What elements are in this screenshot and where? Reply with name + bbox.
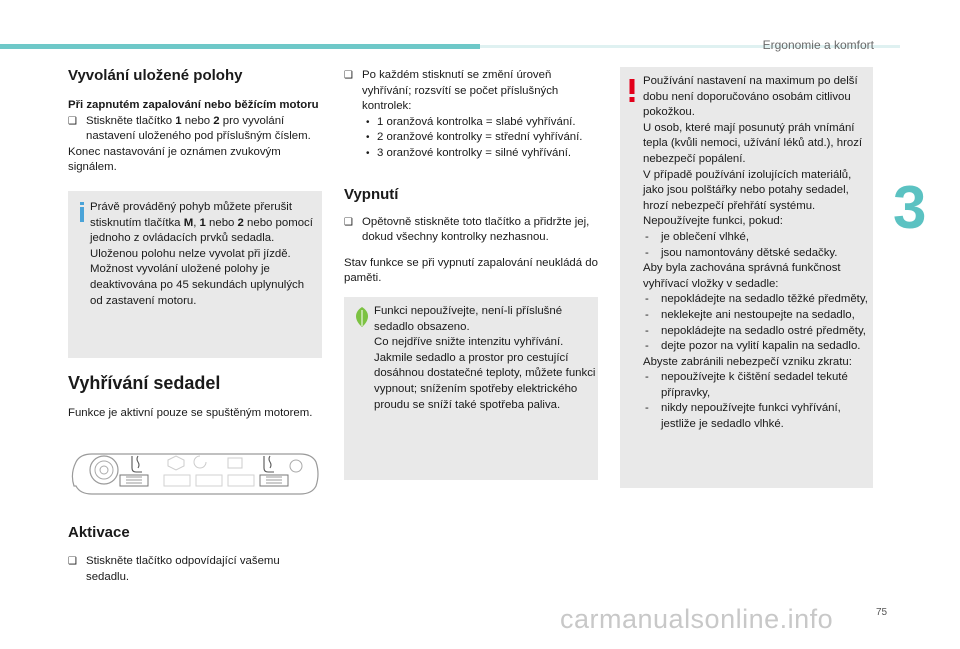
page-number: 75: [876, 607, 888, 618]
level-item: • 3 oranžové kontrolky = silné vyhřívání.: [366, 146, 572, 159]
section-header: Ergonomie a komfort: [762, 38, 874, 52]
warning-text-3: V případě používání izolujících materiálů, jako jsou polštářky nebo potahy sedadel, hrozí nebezpečí přehřátí systému.: [643, 168, 852, 212]
info-box: [68, 191, 322, 358]
info-text-3: Možnost vyvolání uložené polohy je deaktivována po 45 sekundách uplynulých od zastavení motoru.: [90, 263, 305, 307]
seat-heating-panel-illustration: [68, 448, 322, 500]
column-middle: [344, 68, 600, 287]
eco-leaf-icon: [352, 306, 372, 328]
bullet-icon: ❑: [68, 556, 77, 567]
heading-switch-off: Vypnutí: [344, 185, 399, 203]
off-bullet: ❑ Opětovně stiskněte toto tlačítko a přidržte jej, dokud všechny kontrolky nezhasnou.: [344, 215, 590, 244]
warning-list-item: - nepokládejte na sedadlo ostré předměty,: [645, 324, 866, 337]
eco-text-1: Funkci nepoužívejte, není-li příslušné sedadlo obsazeno.: [374, 305, 563, 333]
heat-text: Funkce je aktivní pouze se spuštěným motorem.: [68, 407, 313, 419]
column-left-activation: [68, 524, 324, 585]
activation-bullet: ❑ Stiskněte tlačítko odpovídající vašemu sedadlu.: [68, 555, 280, 583]
column-left: [68, 67, 324, 176]
off-note: Stav funkce se při vypnutí zapalování neukládá do paměti.: [344, 256, 598, 285]
column-left-lower: [68, 372, 324, 422]
warning-list-item: - neklekejte ani nestoupejte na sedadlo,: [645, 308, 855, 321]
bullet-icon: ❑: [344, 70, 353, 81]
heading-recall-position: Vyvolání uložené polohy: [68, 67, 243, 84]
eco-box: [344, 297, 598, 480]
info-text-1: Právě prováděný pohyb můžete přerušit stisknutím tlačítka M, 1 nebo 2 nebo pomocí jednoho z ovládacích prvků sedadla.: [90, 201, 313, 245]
heading-seat-heating: Vyhřívání sedadel: [68, 373, 221, 393]
warning-exclamation-icon: [628, 79, 636, 103]
info-text-2: Uloženou polohu nelze vyvolat při jízdě.: [90, 247, 291, 260]
level-item: • 1 oranžová kontrolka = slabé vyhřívání.: [366, 115, 576, 128]
recall-end-text: Konec nastavování je oznámen zvukovým signálem.: [68, 145, 281, 174]
warning-text-2: U osob, které mají posunutý práh vnímání tepla (kvůli nemoci, užívání léků atd.), hrozí nebezpečí popálení.: [643, 121, 863, 165]
warning-text-4: Nepoužívejte funkci, pokud:: [643, 215, 783, 228]
recall-subheading: Při zapnutém zapalování nebo běžícím motoru: [68, 99, 319, 111]
bullet-icon: ❑: [68, 115, 77, 127]
info-icon: [78, 202, 86, 222]
warning-text-6: Abyste zabránili nebezpečí vzniku zkratu:: [643, 355, 852, 368]
eco-text-3: Jakmile sedadlo a prostor pro cestující dosáhnou dostatečné teploty, můžete funkci vypnout; snížením spotřeby elektrického proudu se sníží také spotřeba paliva.: [374, 351, 596, 411]
watermark: carmanualsonline.info: [560, 604, 834, 634]
warning-list-item: - nikdy nepoužívejte funkci vyhřívání, jestliže je sedadlo vlhké.: [645, 402, 841, 431]
header-accent-bar: [0, 44, 480, 49]
warning-list-item: - dejte pozor na vylití kapalin na sedadlo.: [645, 340, 861, 353]
level-bullet: ❑ Po každém stisknutí se změní úroveň vyhřívání; rozsvítí se počet příslušných kontrolek: • 1 oranžová kontrolka = slabé vyhřívání. • 2 oranžové kontrolky = střední vyhřívání. • 3 oranžové kontrolky = silné vyhřívání.: [344, 68, 600, 162]
eco-text-2: Co nejdříve snižte intenzitu vyhřívání.: [374, 336, 564, 349]
bullet-icon: ❑: [344, 216, 353, 228]
recall-bullet: ❑ Stiskněte tlačítko 1 nebo 2 pro vyvolání nastavení uloženého pod příslušným číslem.: [68, 114, 311, 143]
warning-text-5: Aby byla zachována správná funkčnost vyhřívací vložky v sedadle:: [643, 262, 841, 290]
warning-list-item: - jsou namontovány dětské sedačky.: [645, 246, 838, 259]
warning-list-item: - nepoužívejte k čištění sedadel tekuté přípravky,: [645, 371, 848, 399]
warning-text-1: Používání nastavení na maximum po delší dobu není doporučováno osobám citlivou pokožkou.: [643, 75, 858, 119]
warning-list-item: - nepokládejte na sedadlo těžké předměty,: [645, 293, 868, 306]
warning-box: [620, 67, 873, 488]
heading-activation: Aktivace: [68, 524, 130, 541]
warning-list-item: - je oblečení vlhké,: [645, 230, 750, 243]
level-item: • 2 oranžové kontrolky = střední vyhřívání.: [366, 131, 583, 144]
chapter-number: 3: [893, 174, 927, 241]
